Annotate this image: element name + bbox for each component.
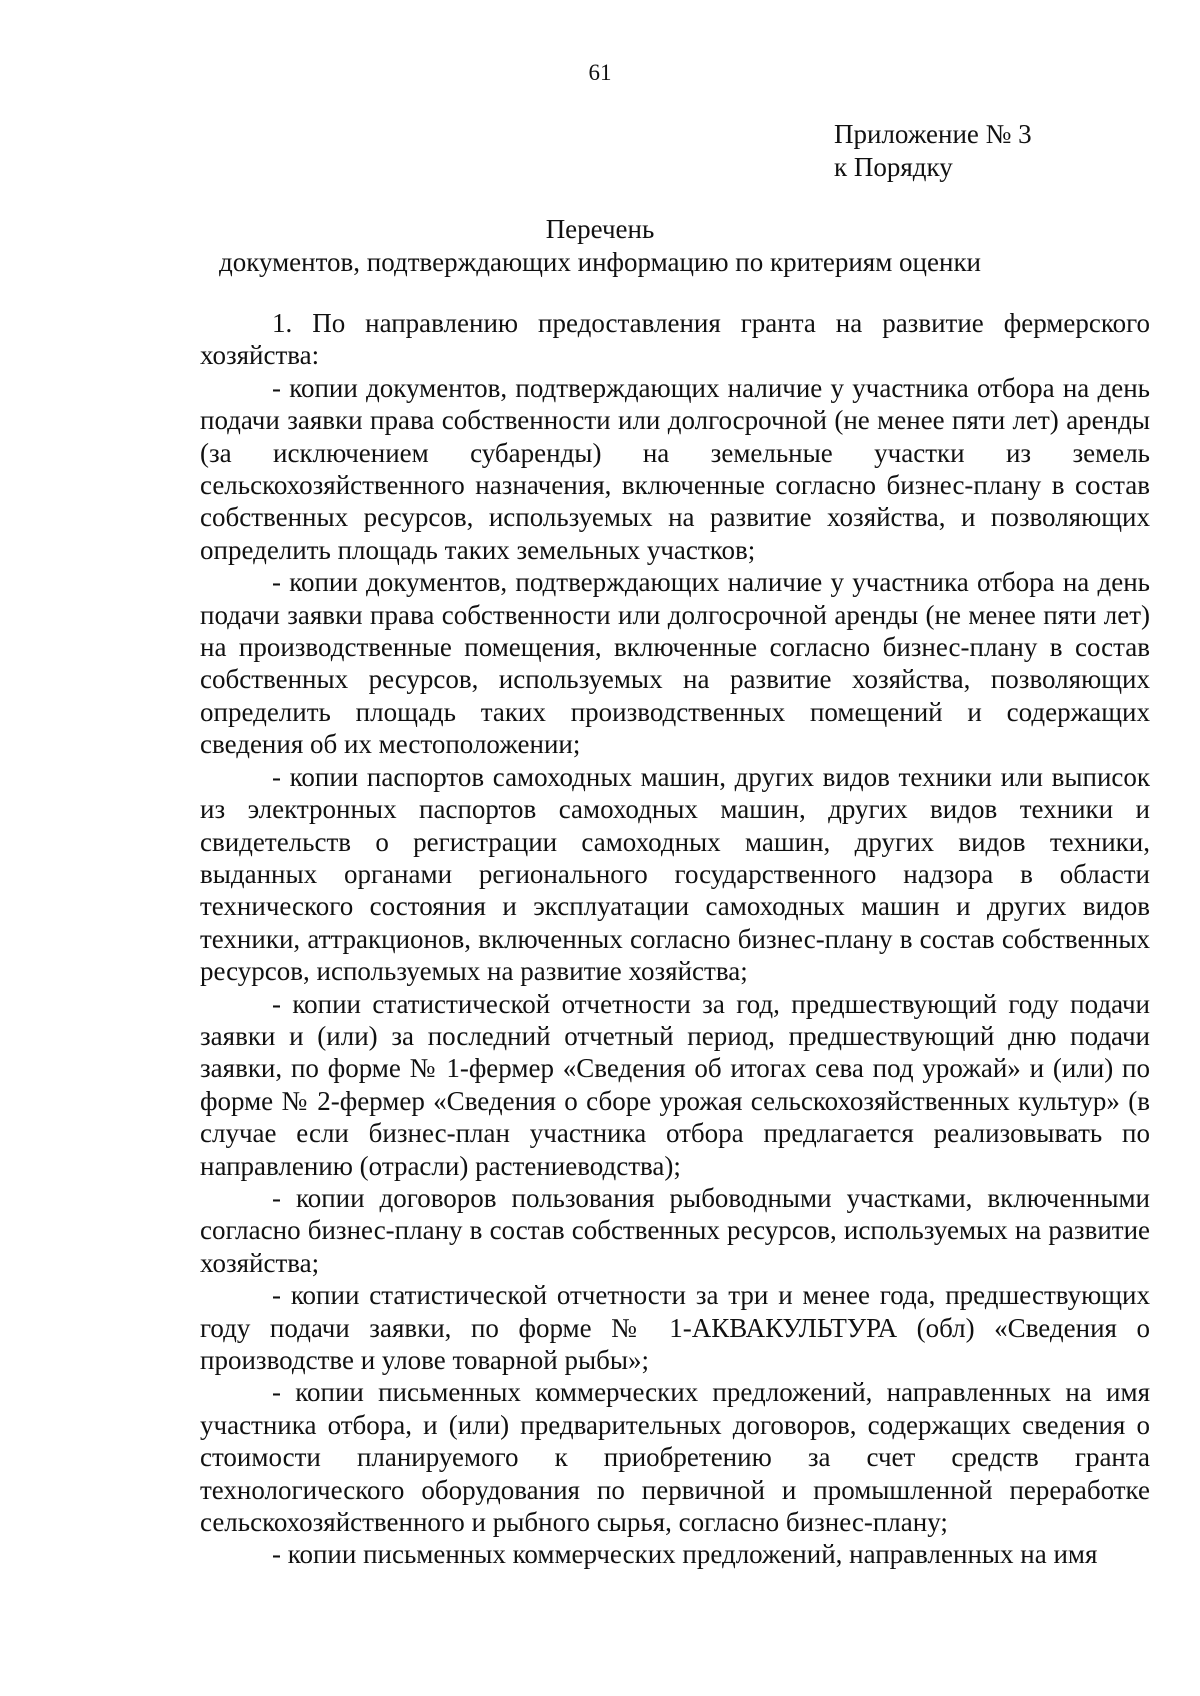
list-item: - копии письменных коммерческих предложений, направленных на имя: [272, 1539, 1098, 1570]
list-item: - копии документов, подтверждающих наличие у участника отбора на день подачи заявки права собственности или долгосрочной (не менее пяти лет) аренды (за исключением субаренды) на земельные участки из земель сельскохозяйственного назначения, включенные согласно бизнес-плану в состав собственных ресурсов, используемых на развитие хозяйства, и позволяющих определить площадь таких земельных участков;: [200, 372, 1150, 565]
paragraph-section-1: 1. По направлению предоставления гранта на развитие фермерского хозяйства:: [200, 308, 1150, 371]
list-item: - копии паспортов самоходных машин, других видов техники или выписок из электронных паспортов самоходных машин, других видов техники и свидетельств о регистрации самоходных машин, других видов техники, выданных органами регионального государственного надзора в области технического состояния и эксплуатации самоходных машин и других видов техники, аттракционов, включенных согласно бизнес-плану в состав собственных ресурсов, используемых на развитие хозяйства;: [200, 761, 1150, 987]
document-title: [180, 213, 1020, 279]
list-item: - копии статистической отчетности за год, предшествующий году подачи заявки и (или) за последний отчетный период, предшествующий дню подачи заявки, по форме № 1-фермер «Сведения об итогах сева под урожай» и (или) по форме № 2-фермер «Сведения о сборе урожая сельскохозяйственных культур» (в случае если бизнес-план участника отбора предлагается реализовывать по направлению (отрасли) растениеводства);: [200, 988, 1150, 1181]
title-line-2: документов, подтверждающих информацию по критериям оценки: [218, 247, 982, 277]
list-item: - копии договоров пользования рыбоводными участками, включенными согласно бизнес-плану в состав собственных ресурсов, используемых на развитие хозяйства;: [200, 1182, 1150, 1278]
appendix-reference: к Порядку: [834, 152, 953, 182]
appendix-number: Приложение № 3: [834, 119, 1032, 149]
document-body: [200, 307, 1150, 1571]
list-item: - копии статистической отчетности за три и менее года, предшествующих году подачи заявки, по форме № 1-АКВАКУЛЬТУРА (обл) «Сведения о производстве и улове товарной рыбы»;: [200, 1280, 1150, 1375]
list-item: - копии письменных коммерческих предложений, направленных на имя участника отбора, и (или) предварительных договоров, содержащих сведения о стоимости планируемого к приобретению за счет средств гранта технологического оборудования по первичной и промышленной переработке сельскохозяйственного и рыбного сырья, согласно бизнес-плану;: [200, 1377, 1150, 1538]
list-item: - копии документов, подтверждающих наличие у участника отбора на день подачи заявки права собственности или долгосрочной аренды (не менее пяти лет) на производственные помещения, включенные согласно бизнес-плану в состав собственных ресурсов, используемых на развитие хозяйства, позволяющих определить площадь таких производственных помещений и содержащих сведения об их местоположении;: [200, 567, 1150, 760]
appendix-header: [834, 118, 1032, 184]
page-number: 61: [588, 60, 612, 85]
title-line-1: Перечень: [545, 214, 655, 244]
